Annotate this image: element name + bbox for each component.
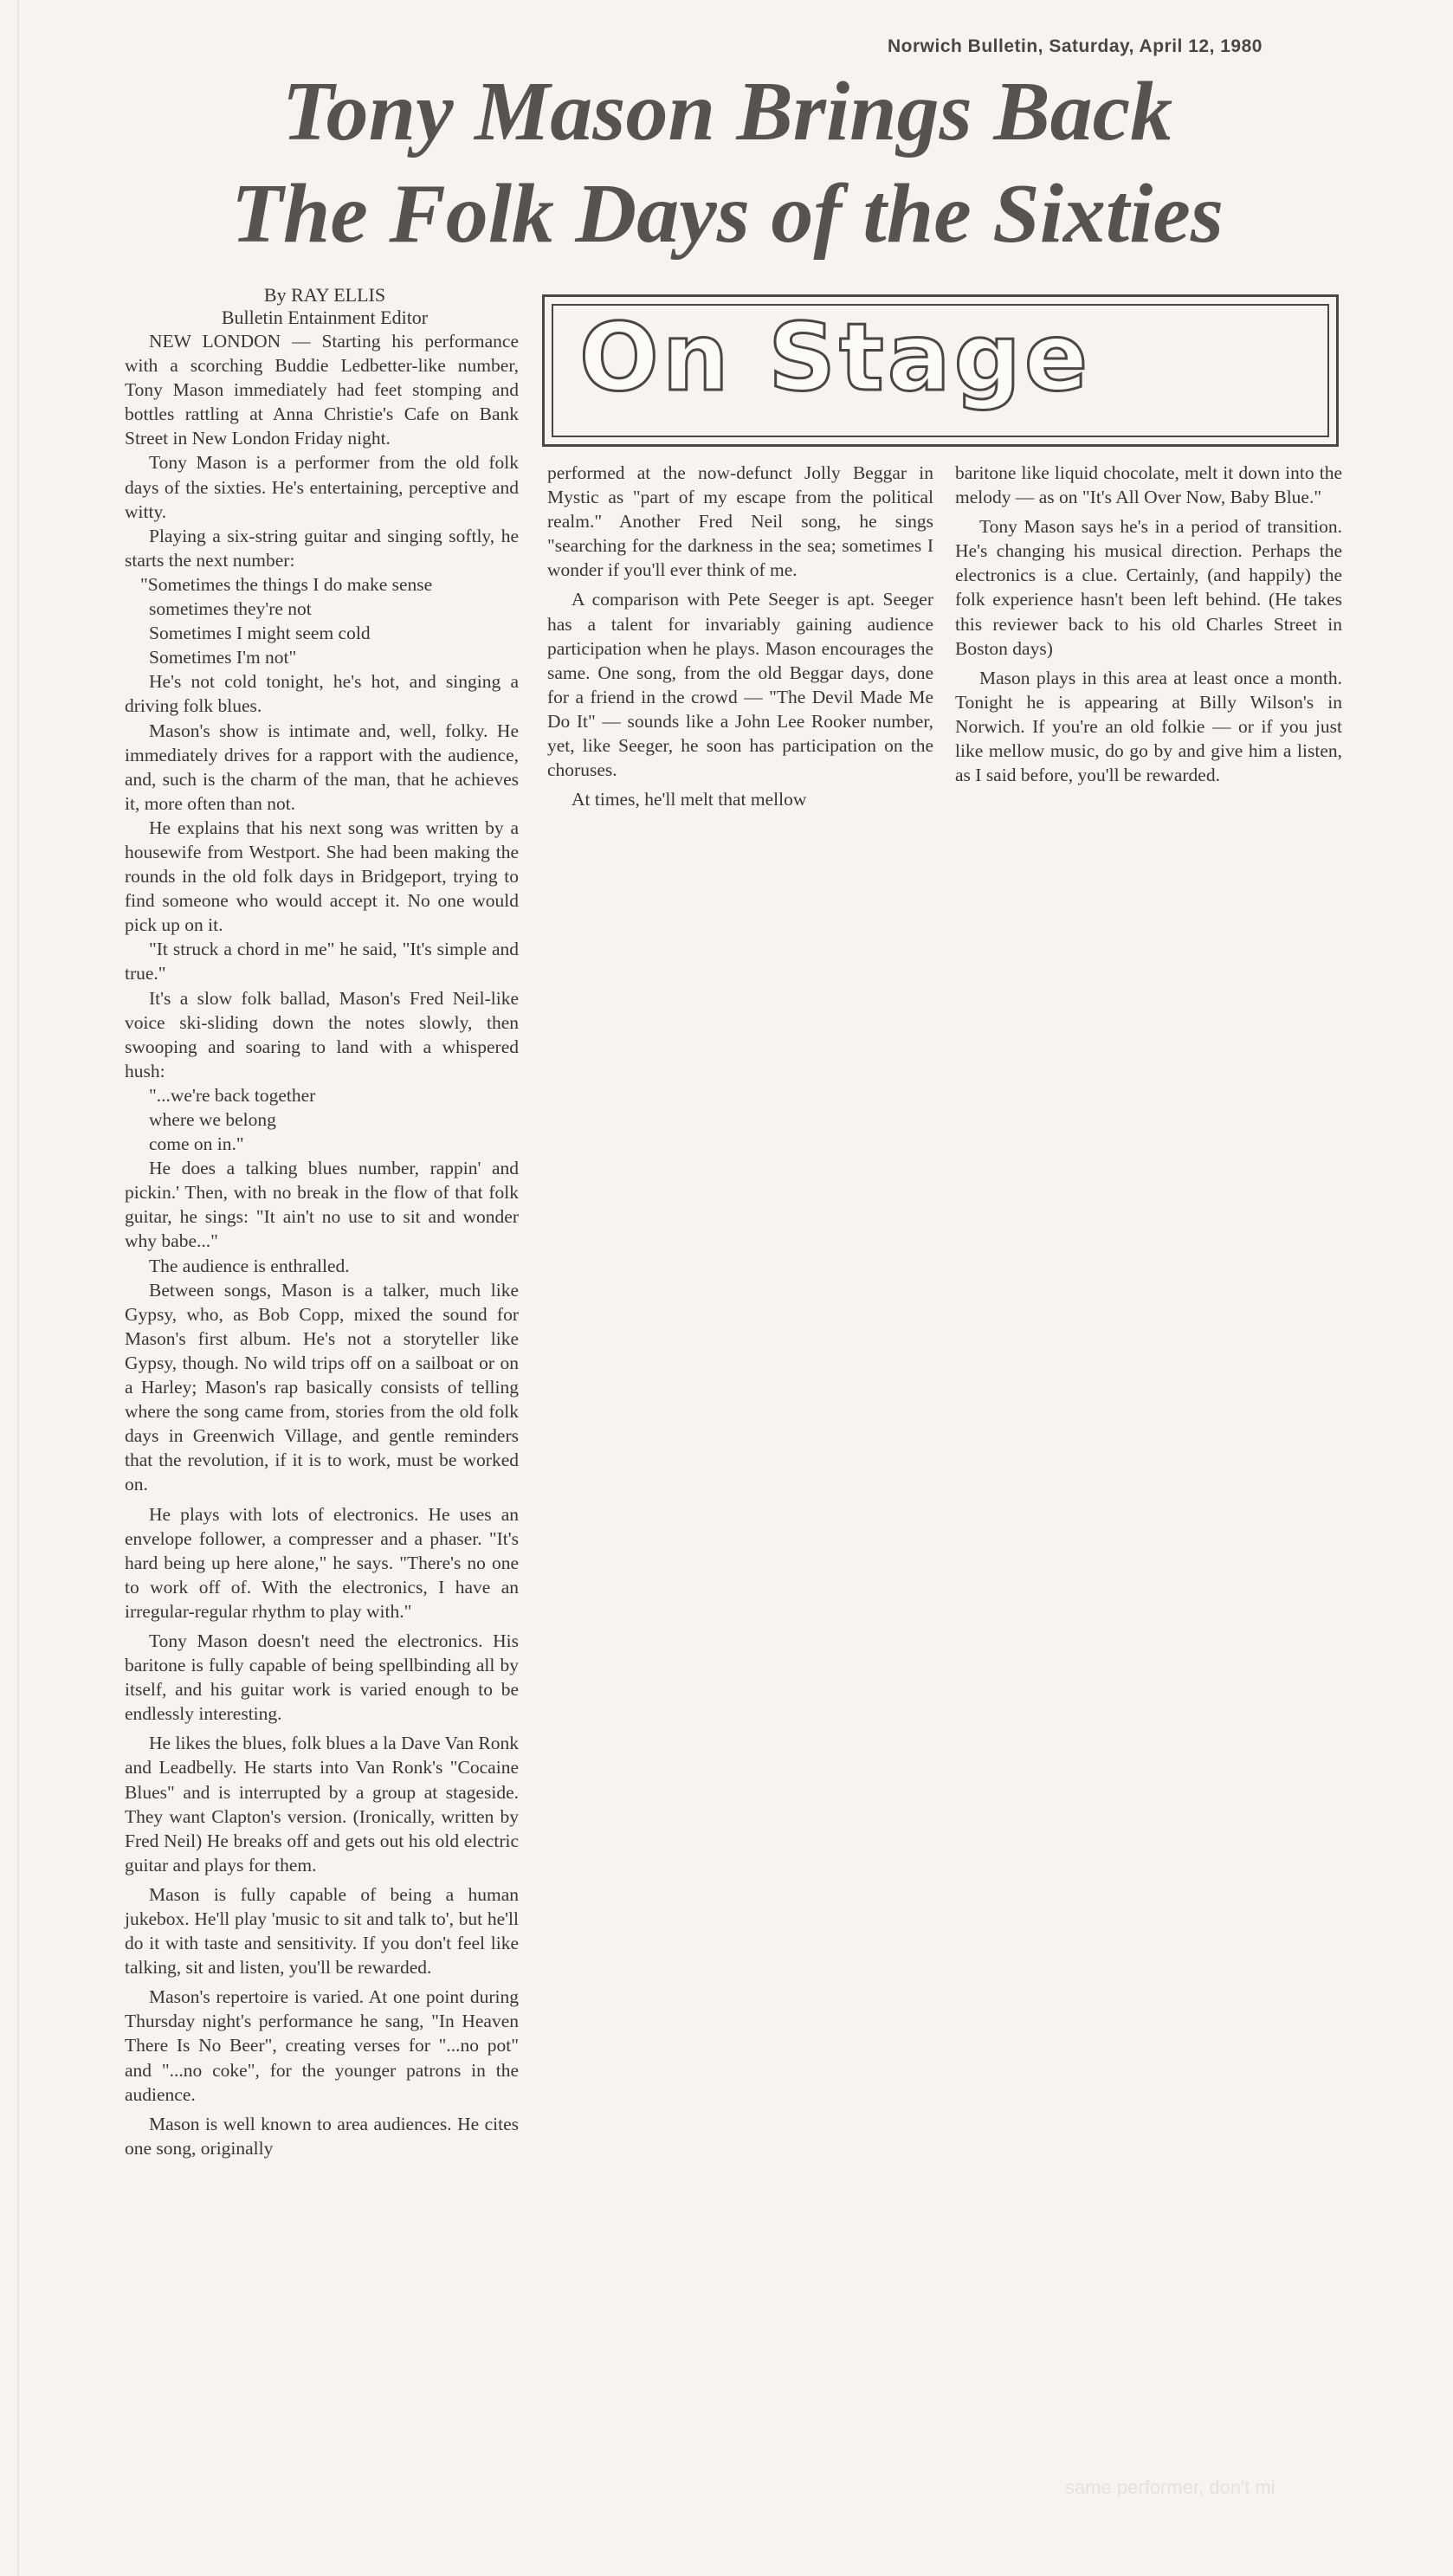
verse-line: where we belong: [149, 1109, 276, 1130]
column-logo-box: [542, 294, 1339, 447]
article-column-3: [955, 461, 1342, 792]
paragraph: He plays with lots of electronics. He uses an envelope follower, a compresser and a phaser. "It's hard being up here alone," he says. "There's no one to work off of. With the electronics, I have an irregular-regular rhythm to play with.": [125, 1503, 519, 1622]
paragraph: Mason is fully capable of being a human jukebox. He'll play 'music to sit and talk to', but he'll do it with taste and sensitivity. If you don't feel like talking, sit and listen, you'll be rewarded.: [125, 1883, 519, 1979]
paragraph: Mason's show is intimate and, well, folky. He immediately drives for a rapport with the audience, and, such is the charm of the man, that he achieves it, more often than not.: [125, 720, 519, 814]
verse-line: sometimes they're not: [149, 598, 312, 620]
paragraph: He explains that his next song was written by a housewife from Westport. She had been making the rounds in the old folk days in Bridgeport, trying to find someone who would accept it. No one would pick up on it.: [125, 817, 519, 936]
article-column-1: [125, 329, 519, 2166]
headline-line-2: The Folk Days of the Sixties: [230, 167, 1224, 261]
column-logo-text: On Stage: [579, 304, 1092, 412]
paragraph: The audience is enthralled.: [149, 1255, 350, 1276]
paragraph: performed at the now-defunct Jolly Beggar in Mystic as "part of my escape from the political realm." Another Fred Neil song, he sings "searching for the darkness in the sea; sometimes I wonder if you'll ever think of me.: [547, 462, 933, 581]
paragraph: Mason plays in this area at least once a month. Tonight he is appearing at Billy Wilson's in Norwich. If you're an old folkie — or if you just like mellow music, do go by and give him a listen, as I said before, you'll be rewarded.: [955, 667, 1342, 786]
verse-line: "...we're back together: [149, 1084, 316, 1106]
headline-line-1: Tony Mason Brings Back: [281, 65, 1173, 158]
verse-line: "Sometimes the things I do make sense: [140, 573, 433, 595]
paragraph: He likes the blues, folk blues a la Dave Van Ronk and Leadbelly. He starts into Van Ronk's "Cocaine Blues" and is interrupted by a group at stageside. They want Clapton's version. (Ironically, written by Fred Neil) He breaks off and gets out his old electric guitar and plays for them.: [125, 1733, 519, 1876]
paragraph: baritone like liquid chocolate, melt it down into the melody — as on "It's All Over Now, Baby Blue.": [955, 462, 1342, 508]
byline-author: By RAY ELLIS: [263, 284, 386, 306]
paragraph: It's a slow folk ballad, Mason's Fred Neil-like voice ski-sliding down the notes slowly, then swooping and soaring to land with a whispered hush:: [125, 987, 519, 1081]
paragraph: Tony Mason is a performer from the old folk days of the sixties. He's entertaining, perceptive and witty.: [125, 452, 519, 522]
paragraph: Playing a six-string guitar and singing softly, he starts the next number:: [125, 525, 519, 571]
byline-title: Bulletin Entainment Editor: [221, 307, 429, 328]
page-edge: [17, 0, 19, 2576]
paragraph: "It struck a chord in me" he said, "It's simple and true.": [125, 939, 519, 985]
paragraph: A comparison with Pete Seeger is apt. Seeger has a talent for invariably gaining audience participation when he plays. Mason encourages the same. One song, from the old Beggar days, done for a friend in the crowd — "The Devil Made Me Do It" — sounds like a John Lee Rooker number, yet, like Seeger, he soon has participation on the choruses.: [547, 589, 933, 781]
article-column-2: [547, 461, 933, 817]
paragraph: He's not cold tonight, he's hot, and singing a driving folk blues.: [125, 671, 519, 717]
byline: [126, 284, 524, 329]
headline: [139, 61, 1316, 265]
verse-line: Sometimes I'm not": [149, 647, 297, 668]
paragraph: NEW LONDON — Starting his performance with a scorching Buddie Ledbetter-like number, Tony Mason immediately had feet stomping and bottles rattling at Anna Christie's Cafe on Bank Street in New London Friday night.: [125, 331, 519, 449]
paragraph: Tony Mason says he's in a period of transition. He's changing his musical direction. Perhaps the electronics is a clue. Certainly, (and happily) the folk experience hasn't been left behind. (He takes this reviewer back to his old Charles Street in Boston days): [955, 516, 1342, 659]
bleedthrough-text: same performer, don't mi: [1065, 2476, 1275, 2498]
verse-line: Sometimes I might seem cold: [149, 623, 371, 644]
paragraph: Between songs, Mason is a talker, much like Gypsy, who, as Bob Copp, mixed the sound for Mason's first album. He's not a storyteller like Gypsy, though. No wild trips off on a sailboat or on a Harley; Mason's rap basically consists of telling where the song came from, stories from the old folk days in Greenwich Village, and gentle reminders that the revolution, if it is to work, must be worked on.: [125, 1279, 519, 1495]
verse-line: come on in.": [149, 1133, 244, 1155]
paragraph: At times, he'll melt that mellow: [572, 789, 807, 810]
paragraph: He does a talking blues number, rappin' and pickin.' Then, with no break in the flow of that folk guitar, he sings: "It ain't no use to sit and wonder why babe...": [125, 1158, 519, 1252]
paragraph: Mason's repertoire is varied. At one point during Thursday night's performance he sang, "In Heaven There Is No Beer", creating verses for "...no pot" and "...no coke", for the younger patrons in the audience.: [125, 1986, 519, 2105]
dateline: Norwich Bulletin, Saturday, April 12, 1980: [888, 36, 1262, 56]
paragraph: Mason is well known to area audiences. He cites one song, originally: [125, 2113, 519, 2159]
paragraph: Tony Mason doesn't need the electronics. His baritone is fully capable of being spellbinding all by itself, and his guitar work is varied enough to be endlessly interesting.: [125, 1630, 519, 1725]
